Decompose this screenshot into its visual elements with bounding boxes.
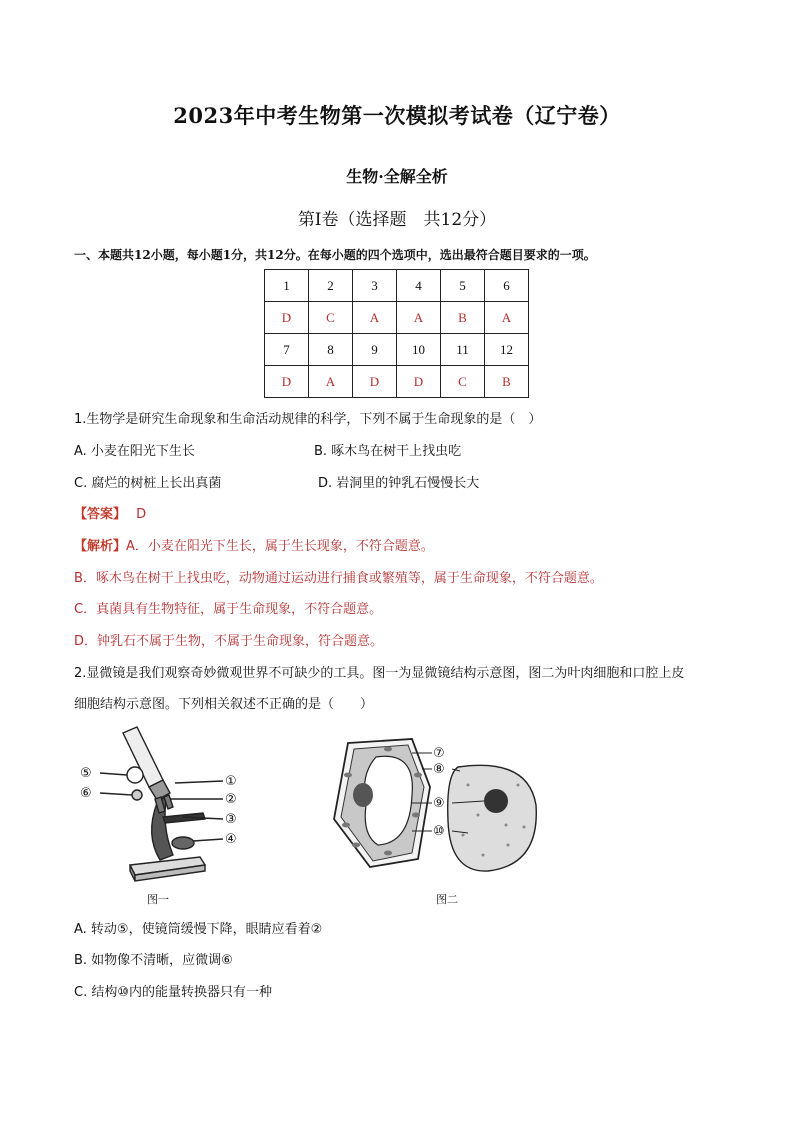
label-8: ⑧ (433, 762, 445, 777)
label-6: ⑥ (80, 786, 92, 801)
q1-analysis-a (74, 535, 434, 554)
cells-figure (328, 735, 558, 910)
table-cell: D (397, 366, 441, 398)
q1-option-a: A. 小麦在阳光下生长 (74, 444, 195, 459)
table-cell: A (353, 302, 397, 334)
table-cell: 5 (441, 270, 485, 302)
q2-option-b: B. 如物像不清晰，应微调⑥ (74, 953, 233, 968)
q1-analysis-d: D．钟乳石不属于生物，不属于生命现象，符合题意。 (74, 634, 384, 649)
label-9: ⑨ (433, 796, 445, 811)
analysis-label: 【解析】 (74, 539, 127, 554)
table-cell: 11 (441, 334, 485, 366)
table-cell: 9 (353, 334, 397, 366)
q1-stem: 1.生物学是研究生命现象和生命活动规律的科学，下列不属于生命现象的是（ ） (74, 412, 542, 427)
q2-option-c: C. 结构⑩内的能量转换器只有一种 (74, 985, 272, 1000)
section-heading: 第Ⅰ卷（选择题 共12分） (297, 210, 497, 230)
table-cell: B (441, 302, 485, 334)
table-cell: 3 (353, 270, 397, 302)
label-7: ⑦ (433, 746, 445, 761)
table-cell: 6 (485, 270, 529, 302)
label-10: ⑩ (433, 824, 445, 839)
label-2: ② (225, 792, 237, 807)
label-3: ③ (225, 812, 237, 827)
answer-table (264, 269, 529, 398)
table-cell: A (397, 302, 441, 334)
table-cell: D (265, 302, 309, 334)
table-cell: 10 (397, 334, 441, 366)
instructions: 一、本题共12小题，每小题1分，共12分。在每小题的四个选项中，选出最符合题目要求的一项。 (74, 248, 596, 262)
q1-option-b: B. 啄木鸟在树干上找虫吃 (314, 444, 462, 459)
answer-table-row-numbers-1 (265, 270, 529, 302)
table-cell: B (485, 366, 529, 398)
table-cell: C (309, 302, 353, 334)
table-cell: 8 (309, 334, 353, 366)
exam-title: 2023年中考生物第一次模拟考试卷（辽宁卷） (173, 103, 621, 128)
table-cell: 2 (309, 270, 353, 302)
analysis-text: A．小麦在阳光下生长，属于生长现象，不符合题意。 (126, 539, 434, 554)
figure1-caption: 图一 (147, 893, 169, 906)
table-cell: 4 (397, 270, 441, 302)
table-cell: C (441, 366, 485, 398)
table-cell: A (485, 302, 529, 334)
q1-option-c: C. 腐烂的树桩上长出真菌 (74, 476, 222, 491)
q2-stem-line2: 细胞结构示意图。下列相关叙述不正确的是（ ） (74, 697, 374, 712)
answer-table-row-numbers-2 (265, 334, 529, 366)
q1-option-d: D. 岩洞里的钟乳石慢慢长大 (318, 476, 480, 491)
table-cell: 1 (265, 270, 309, 302)
table-cell: 12 (485, 334, 529, 366)
microscope-figure (75, 725, 265, 910)
table-cell: D (265, 366, 309, 398)
exam-subtitle: 生物·全解全析 (346, 167, 448, 186)
q1-answer (74, 503, 146, 522)
table-cell: D (353, 366, 397, 398)
answer-label: 【答案】 (74, 507, 127, 522)
q1-analysis-c: C．真菌具有生物特征，属于生命现象，不符合题意。 (74, 602, 383, 617)
figure2-caption: 图二 (436, 893, 458, 906)
answer-table-row-answers-2 (265, 366, 529, 398)
table-cell: 7 (265, 334, 309, 366)
table-cell: A (309, 366, 353, 398)
q2-option-a: A. 转动⑤，使镜筒缓慢下降，眼睛应看着② (74, 922, 323, 937)
q1-analysis-b: B．啄木鸟在树干上找虫吃，动物通过运动进行捕食或繁殖等，属于生命现象，不符合题意。 (74, 571, 603, 586)
label-1: ① (225, 774, 237, 789)
answer-table-row-answers-1 (265, 302, 529, 334)
q2-stem-line1: 2.显微镜是我们观察奇妙微观世界不可缺少的工具。图一为显微镜结构示意图，图二为叶肉细胞和口腔上皮 (74, 666, 685, 681)
label-5: ⑤ (80, 766, 92, 781)
answer-value: D (136, 507, 147, 522)
label-4: ④ (225, 832, 237, 847)
